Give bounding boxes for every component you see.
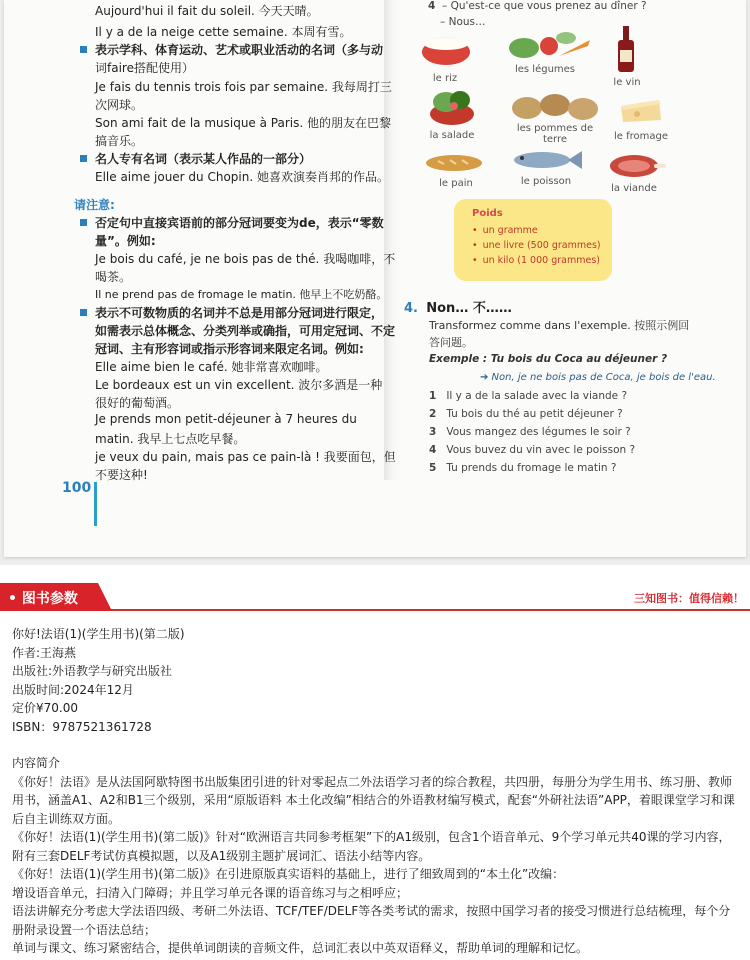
exercise-number: 4.	[404, 301, 418, 316]
rule-bullet	[80, 41, 383, 58]
rice-bowl-illustration	[414, 30, 478, 70]
food-label: les pommes de terre	[516, 123, 594, 145]
wine-bottle-illustration	[614, 26, 638, 74]
example-line: Aujourd'hui il fait du soleil. 今天天晴。	[95, 4, 319, 18]
example-line: Il ne prend pas de fromage le matin. 他早上不吃奶酪。	[95, 288, 388, 301]
vegetables-illustration	[504, 26, 594, 66]
example-line: 不要这种!	[95, 468, 148, 482]
exercise-item	[429, 462, 616, 474]
example-line: Son ami fait de la musique à Paris. 他的朋友在巴黎	[95, 116, 391, 130]
page-number-bar	[94, 482, 97, 526]
rule-text: 表示不可数物质的名词并不总是用部分冠词进行限定，	[95, 306, 384, 320]
params-banner	[0, 583, 750, 611]
food-label: la viande	[611, 183, 657, 194]
example-line: Le bordeaux est un vin excellent. 波尔多酒是一种	[95, 378, 383, 392]
spacer	[12, 736, 742, 754]
book-isbn: ISBN：9787521361728	[12, 719, 152, 734]
exercise-instruction: 答问题。	[429, 336, 473, 349]
exercise-item	[429, 408, 623, 420]
rule-text-cont: 词faire搭配使用）	[95, 61, 194, 75]
example-line: 喝茶。	[95, 270, 132, 284]
salad-illustration	[422, 86, 482, 128]
question-answer: – Nous…	[440, 16, 486, 28]
food-label: le poisson	[520, 176, 572, 187]
item-text: Tu bois du thé au petit déjeuner ?	[446, 408, 623, 420]
intro-paragraph: 单词与课文、练习紧密结合，提供单词朗读的音频文件，总词汇表以中英双语释义，帮助单词的理解和记忆。	[12, 941, 589, 955]
store-slogan: 三知图书：值得信赖！	[634, 592, 744, 605]
weight-item-text: une livre (500 grammes)	[482, 240, 601, 251]
food-label: la salade	[429, 130, 475, 141]
example-line: Je fais du tennis trois fois par semaine. 我每周打三	[95, 80, 392, 94]
textbook-spread	[4, 0, 746, 557]
exercise-item	[429, 390, 627, 402]
exercise-instruction: Transformez comme dans l'exemple. 按照示例回	[429, 319, 690, 332]
weight-box	[454, 199, 612, 281]
example-line: matin. 我早上七点吃早餐。	[95, 432, 246, 446]
exercise-example-answer: ➔ Non, je ne bois pas de Coca, je bois de l'eau.	[480, 372, 716, 383]
page-number: 100	[62, 480, 92, 496]
bullet-square-icon	[80, 155, 87, 162]
example-line: Je prends mon petit-déjeuner à 7 heures du	[95, 412, 357, 426]
item-number: 5	[429, 462, 437, 474]
book-publisher: 出版社:外语教学与研究出版社	[12, 664, 173, 678]
rule-bullet	[80, 214, 384, 231]
item-text: Tu prends du fromage le matin ?	[446, 462, 617, 474]
item-number: 4	[429, 444, 437, 456]
params-tab-label: 图书参数	[21, 591, 78, 607]
item-number: 1	[429, 390, 437, 402]
potatoes-illustration	[509, 92, 601, 122]
bullet-square-icon	[80, 309, 87, 316]
weight-item-text: un gramme	[482, 225, 538, 236]
example-line: Elle aime jouer du Chopin. 她喜欢演奏肖邦的作品。	[95, 170, 389, 184]
exercise-item	[429, 444, 635, 456]
weight-item	[472, 223, 612, 238]
rule-text: 否定句中直接宾语前的部分冠词要变为de，表示“零数	[95, 216, 384, 230]
book-publish-date: 出版时间:2024年12月	[12, 682, 134, 697]
book-author: 作者:王海燕	[12, 645, 77, 660]
rule-text-cont: 如需表示总体概念、分类列举或确指，可用定冠词、不定	[95, 324, 396, 338]
question-number: 4	[428, 0, 436, 12]
example-line: 次网球。	[95, 98, 144, 112]
example-line: 搞音乐。	[95, 134, 144, 148]
meat-illustration	[606, 152, 668, 180]
weight-item	[472, 238, 612, 253]
example-line: Je bois du café, je ne bois pas de thé. 我喝咖啡，不	[95, 252, 396, 266]
intro-paragraph: 《你好！法语》是从法国阿歇特图书出版集团引进的针对零起点二外法语学习者的综合教程，共四册，每册分为学生用书、练习册、教师用书，涵盖A1、A2和B1三个级别，采用“原版语料 本土化改编”相结合的外语教材编写模式，配套“外研社法语”APP，着眼课堂学习和课后自主训练双方面。	[12, 774, 735, 826]
example-line: Elle aime bien le café. 她非常喜欢咖啡。	[95, 360, 328, 374]
params-tab: • 图书参数	[0, 583, 98, 611]
fish-illustration	[510, 148, 584, 172]
food-label: le fromage	[613, 131, 668, 142]
bullet-square-icon	[80, 46, 87, 53]
intro-heading: 内容简介	[12, 756, 61, 770]
book-price: 定价¥70.00	[12, 701, 78, 715]
rule-text: 名人专有名词（表示某人作品的一部分）	[95, 152, 312, 166]
rule-text-cont: 冠词、主有形容词或指示形容词来限定名词。例如:	[95, 342, 364, 356]
exercise-item	[429, 426, 631, 438]
example-line: 很好的葡萄酒。	[95, 396, 180, 410]
book-title: 你好!法语(1)(学生用书)(第二版)	[12, 627, 185, 641]
weight-item-text: un kilo (1 000 grammes)	[482, 255, 600, 266]
exercise-example: Exemple : Tu bois du Coca au déjeuner ?	[429, 353, 668, 365]
rule-text: 表示学科、体育运动、艺术或职业活动的名词（多与动	[95, 43, 384, 57]
item-number: 3	[429, 426, 437, 438]
intro-paragraph: 《你好！法语(1)(学生用书)(第二版)》在引进原版真实语料的基础上，进行了细致周到的“本土化”改编：	[12, 867, 565, 881]
item-number: 2	[429, 408, 437, 420]
exercise-heading	[404, 297, 512, 316]
bullet-dot-icon: •	[472, 255, 478, 266]
example-line: Il y a de la neige cette semaine. 本周有雪。	[95, 25, 352, 39]
book-spine	[384, 0, 398, 480]
food-label: le vin	[613, 77, 641, 88]
rule-bullet	[80, 304, 383, 321]
cheese-illustration	[619, 96, 663, 124]
bullet-dot-icon: •	[472, 225, 478, 236]
intro-paragraph: 《你好！法语(1)(学生用书)(第二版)》针对“欧洲语言共同参考框架”下的A1级别，包含1个语音单元、9个学习单元共40课的学习内容，附有三套DELF考试仿真模拟题，以及A1级别主题扩展词汇、语法小结等内容。	[12, 830, 731, 863]
weight-box-title: Poids	[472, 208, 503, 219]
question-line	[428, 0, 647, 12]
intro-paragraph: 增设语音单元，扫清入门障碍；并且学习单元各课的语音练习与之相呼应；	[12, 885, 409, 900]
bread-illustration	[424, 152, 484, 174]
note-heading: 请注意:	[74, 198, 115, 212]
book-info	[12, 625, 742, 958]
bullet-square-icon	[80, 219, 87, 226]
intro-paragraph: 语法讲解充分考虑大学法语四级、考研二外法语、TCF/TEF/DELF等各类考试的需求，按照中国学习者的接受习惯进行总结梳理，每个分册附录设置一个语法总结；	[12, 904, 731, 937]
example-line: je veux du pain, mais pas ce pain-là ! 我要面包，但	[95, 450, 396, 464]
rule-text-cont: 量”。例如:	[95, 234, 156, 248]
question-text: – Qu'est-ce que vous prenez au dîner ?	[442, 0, 647, 12]
bullet-dot-icon: •	[472, 240, 478, 251]
item-text: Il y a de la salade avec la viande ?	[446, 390, 628, 402]
exercise-title: Non… 不……	[426, 301, 512, 316]
item-text: Vous buvez du vin avec le poisson ?	[446, 444, 636, 456]
item-text: Vous mangez des légumes le soir ?	[446, 426, 631, 438]
weight-item	[472, 253, 612, 268]
rule-bullet	[80, 150, 311, 167]
food-label: le pain	[439, 178, 473, 189]
food-label: les légumes	[514, 64, 576, 75]
food-label: le riz	[432, 73, 458, 84]
